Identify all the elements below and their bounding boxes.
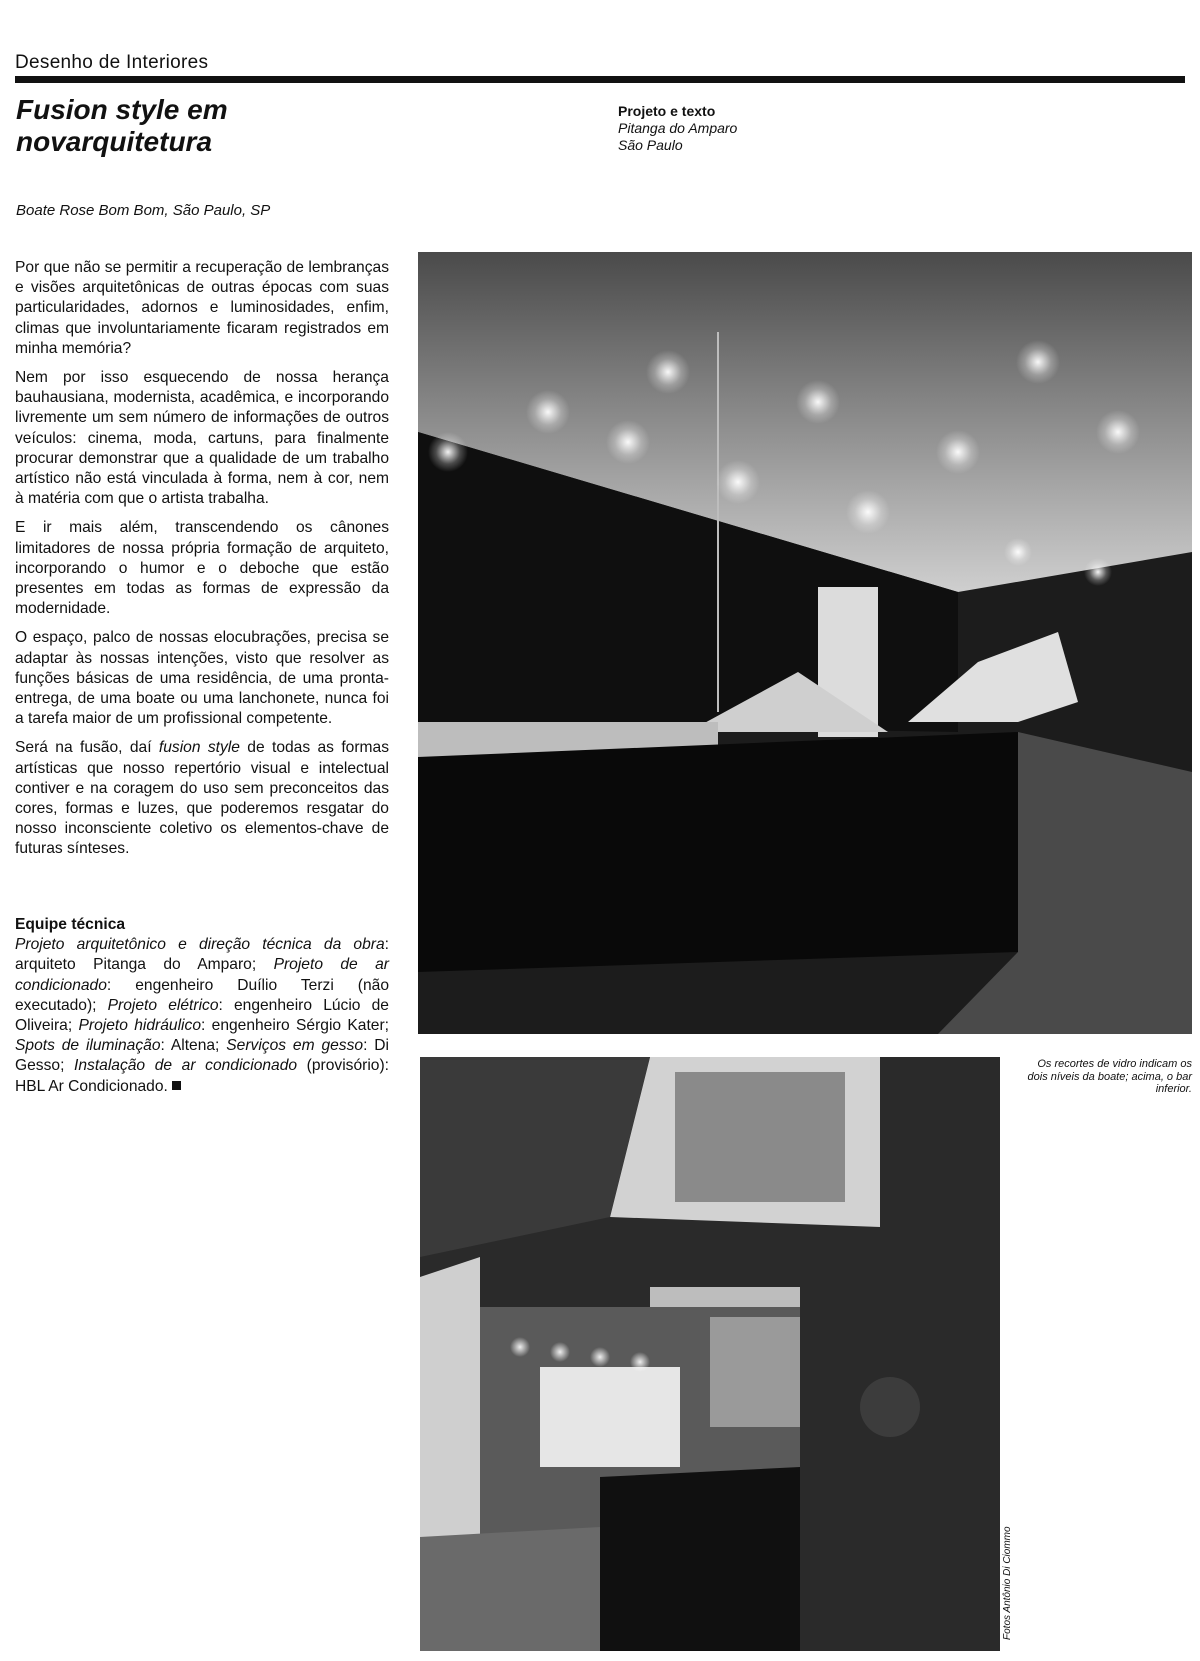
title-line-2: novarquitetura	[16, 126, 213, 157]
end-mark-icon	[172, 1081, 181, 1090]
credits-block	[618, 103, 918, 154]
p5-text-a: Será na fusão, daí	[15, 739, 159, 757]
p5-text-b: de todas as formas artísticas que nosso repertório visual e intelectual contiver e na coragem do uso sem preconceitos das cores, formas e luzes, que poderemos resgatar do nosso inconsciente coletivo os elementos-chave de futuras sínteses.	[15, 739, 389, 858]
credits-role: Projeto e texto	[618, 103, 716, 119]
location-line: Boate Rose Bom Bom, São Paulo, SP	[16, 202, 271, 219]
team-role-4: Projeto hidráulico	[78, 1017, 201, 1035]
team-role-5: Spots de iluminação	[15, 1037, 161, 1055]
paragraph-4: O espaço, palco de nossas elocubrações, precisa se adaptar às nossas intenções, visto que resolver as funções básicas de uma residência, de uma pronta-entrega, de uma boate ou uma lanchonete, nunca foi a tarefa maior de um profissional competente.	[15, 629, 389, 728]
photo-caption: Os recortes de vidro indicam os dois níveis da boate; acima, o bar inferior.	[1027, 1058, 1192, 1095]
team-name-5: : Altena;	[160, 1037, 227, 1055]
team-role-3: Projeto elétrico	[107, 996, 219, 1014]
credits-author: Pitanga do Amparo	[618, 120, 738, 136]
article-body	[15, 258, 389, 869]
team-list	[15, 935, 389, 1097]
team-name-3: : engenheiro Lúcio de Oliveira;	[15, 996, 389, 1035]
article-title	[16, 94, 436, 158]
team-role-1: Projeto arquitetônico e direção técnica da obra	[15, 936, 385, 954]
photo-upper-bar	[418, 252, 1192, 1034]
team-heading: Equipe técnica	[15, 916, 126, 933]
photo-two-levels	[420, 1057, 1000, 1651]
credits-city: São Paulo	[618, 137, 683, 153]
section-label: Desenho de Interiores	[15, 52, 209, 73]
team-name-7: (provisório): HBL Ar Condicionado.	[15, 1057, 389, 1095]
team-name-2: : engenheiro Duílio Terzi (não executado);	[15, 976, 389, 1014]
team-role-6: Serviços em gesso	[226, 1037, 364, 1055]
team-role-7: Instalação de ar condicionado	[74, 1057, 298, 1075]
team-role-2: Projeto de ar condicionado	[15, 956, 389, 994]
photo-credit: Fotos Antônio Di Ciommo	[1002, 1526, 1013, 1640]
team-name-1: : arquiteto Pitanga do Amparo;	[15, 936, 389, 974]
paragraph-5	[15, 738, 389, 859]
top-rule	[15, 76, 1185, 83]
p5-emphasis: fusion style	[158, 739, 240, 757]
title-line-1: Fusion style em	[16, 94, 228, 125]
team-name-4: : engenheiro Sérgio Kater;	[201, 1017, 389, 1035]
paragraph-1: Por que não se permitir a recuperação de lembranças e visões arquitetônicas de outras épocas com suas particularidades, adornos e luminosidades, enfim, climas que involuntariamente ficaram registrados em minha memória?	[15, 259, 389, 357]
team-credits	[15, 915, 389, 1097]
paragraph-3: E ir mais além, transcendendo os cânones limitadores de nossa própria formação de arquiteto, incorporando o humor e o deboche que estão presentes em todas as formas de expressão da modernidade.	[15, 519, 389, 618]
team-name-6: : Di Gesso;	[15, 1037, 390, 1075]
paragraph-2: Nem por isso esquecendo de nossa herança bauhausiana, modernista, acadêmica, e incorporando livremente um sem número de informações de outros veículos: cinema, moda, cartuns, para finalmente procurar demonstrar que a qualidade de um trabalho artístico não está vinculada à forma, nem à cor, nem à matéria com que o artista trabalha.	[15, 369, 389, 508]
